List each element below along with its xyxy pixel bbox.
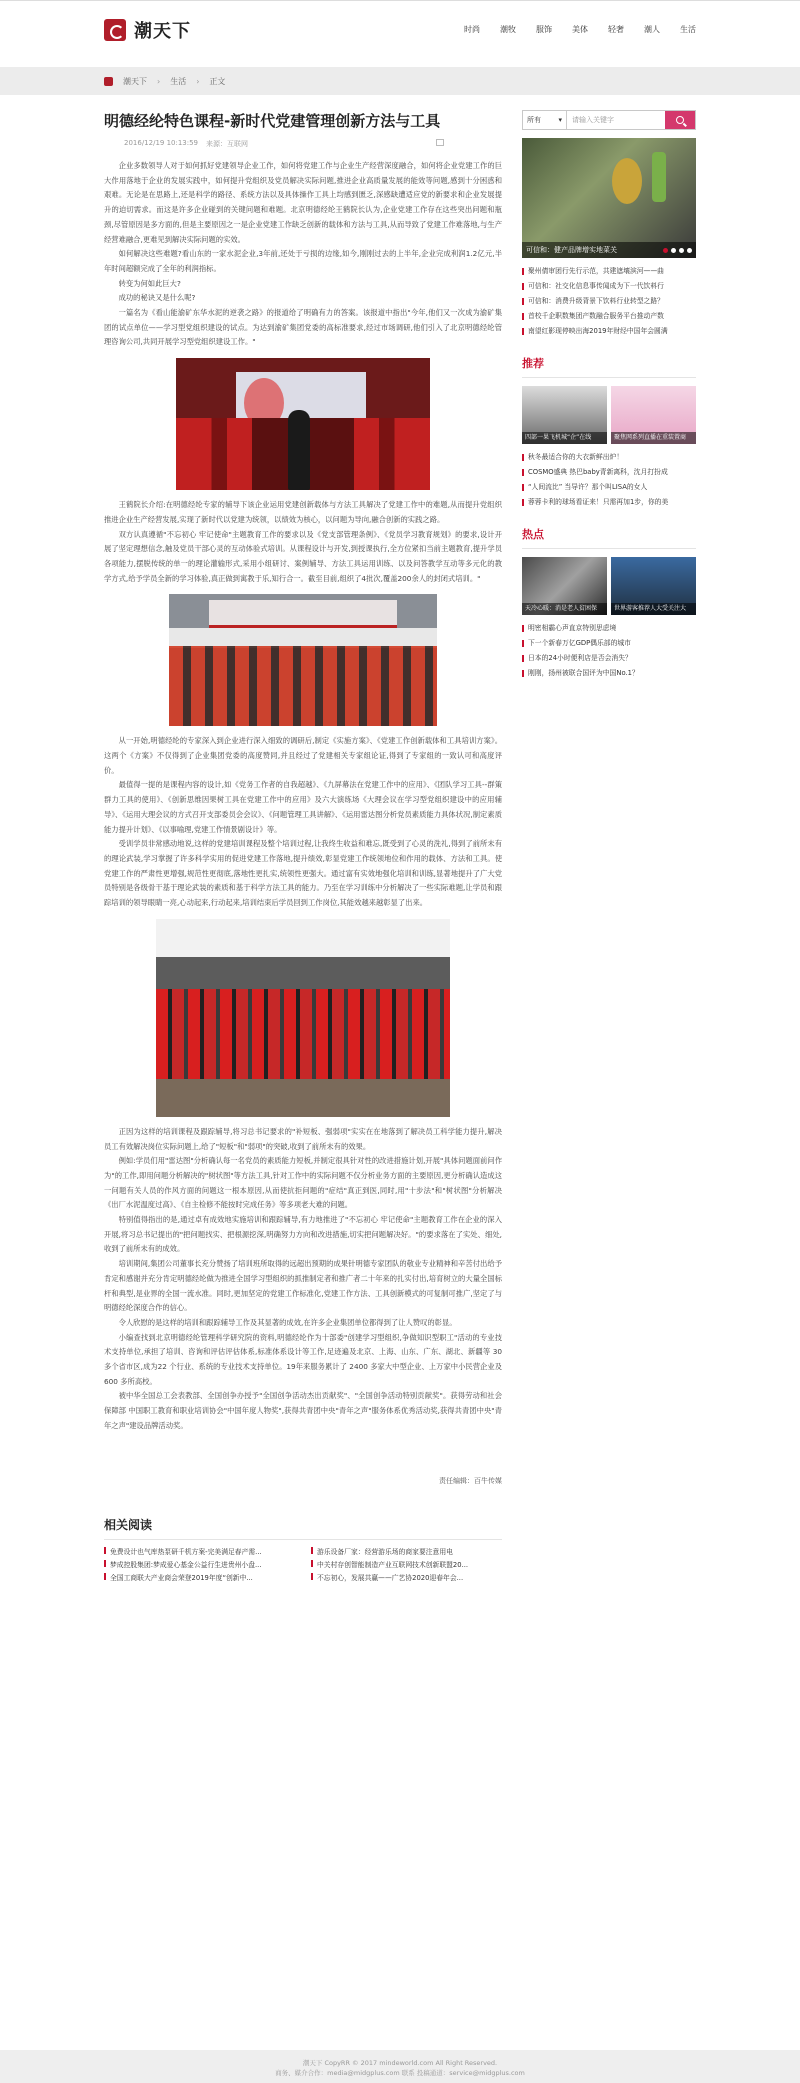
- article-title: 明德经纶特色课程-新时代党建管理创新方法与工具: [104, 112, 441, 130]
- chevron-down-icon: ▾: [558, 116, 562, 124]
- article-paragraph: 转变为何如此巨大?: [118, 278, 181, 288]
- search-icon: [676, 116, 684, 124]
- breadcrumb-category[interactable]: 生活: [170, 76, 187, 86]
- sidebar: [522, 110, 696, 1582]
- article: [104, 110, 502, 1582]
- nav-item-people[interactable]: 潮人: [644, 25, 660, 34]
- related-item[interactable]: 不忘初心，发展共赢——广艺协2020迎春年会...: [311, 1572, 502, 1582]
- list-item[interactable]: 可信和：社交化信息事传闻成为下一代饮料行: [522, 279, 696, 294]
- related-item[interactable]: 梦成控股集团:梦成爱心基金公益行生进贵州小盘...: [104, 1559, 295, 1569]
- bullet-icon: [104, 1560, 106, 1567]
- main-nav: [464, 24, 696, 35]
- list-item[interactable]: 首校千企职数集团产数融合服务平台推动产数: [522, 309, 696, 324]
- search-scope-select[interactable]: 所有 ▾: [523, 111, 567, 129]
- bullet-icon: [522, 298, 524, 305]
- breadcrumb-current: 正文: [209, 76, 226, 86]
- recommend-thumbs: [522, 386, 696, 444]
- footer-contact: 商务、媒介合作：media@midgplus.com 联系 投稿通道：service@midgplus.com: [275, 2069, 525, 2077]
- print-icon[interactable]: [436, 139, 444, 146]
- list-item[interactable]: 明密相霸心声直京特别思虑境: [522, 621, 696, 636]
- hot-thumb[interactable]: 世界游客推荐人大受关注大: [611, 557, 696, 615]
- featured-slider[interactable]: [522, 138, 696, 258]
- article-source: 来源：互联网: [206, 140, 249, 148]
- nav-item-trend[interactable]: 潮牧: [500, 25, 516, 34]
- article-date: 2016/12/19 10:13:59: [124, 139, 199, 147]
- hot-thumbs: [522, 557, 696, 615]
- breadcrumb-separator: ›: [157, 76, 161, 86]
- slider-dot[interactable]: [663, 248, 668, 253]
- list-item[interactable]: 聚州倩审团行先行示范，共建遮壤滨河——曲: [522, 264, 696, 279]
- bullet-icon: [522, 328, 524, 335]
- article-paragraph: 如何解决这些难题?看山东的一家水泥企业,3年前,还处于亏损的边缘,如今,刚刚过去的上半年,企业完成利润1.2亿元,半年时间超额完成了全年的利润指标。: [104, 249, 502, 273]
- seated-attendees: [169, 646, 437, 726]
- bullet-icon: [522, 454, 524, 461]
- slider-caption: 可信和：健产品牌增实地菜关: [522, 242, 696, 258]
- list-item[interactable]: 秋冬最适合你的大衣新鲜出炉！: [522, 450, 696, 465]
- slider-dot[interactable]: [687, 248, 692, 253]
- site-logo[interactable]: [104, 17, 191, 43]
- hall-floor: [169, 628, 437, 648]
- room-floor: [156, 1079, 450, 1117]
- list-item[interactable]: 蓉蓉卡利的球场看证来！只需再加1步，你的美: [522, 495, 696, 510]
- slider-dot[interactable]: [679, 248, 684, 253]
- breadcrumb-home[interactable]: 潮天下: [123, 76, 147, 86]
- search-bar: [522, 110, 696, 130]
- bullet-icon: [311, 1560, 313, 1567]
- article-image-conference-hall: [169, 594, 437, 726]
- home-icon: [104, 77, 113, 86]
- article-paragraph: 从一开始,明德经纶的专家深入到企业进行深入细致的调研后,制定《实施方案》、《党建工作创新载体和工具培训方案》。这两个《方案》不仅得到了企业集团党委的高度赞同,并且经过了党建相关专家组论证,得到了专家组的一致认可和高度评价。: [104, 736, 502, 775]
- bullet-icon: [522, 283, 524, 290]
- article-paragraph: 企业多数领导人对于如何抓好党建领导企业工作，如何将党建工作与企业生产经营深度融合，如何将企业党建工作的巨大作用落地于企业的发展实践中，如何提升党组织及党员解决实际问题,推进企业高质量发展的能效等问题,感到十分困惑和艰难。无论是在思路上,还是科学的路径、系统方法以及具体操作工具上均感到匮乏,深感缺遭适应党的新要求和企业发展提升的迫切需求。而这是许多企业碰到的关键问题和难题。北京明德经纶王鹤院长认为,企业党建工作存在这些突出问题和瓶颈,尽管原因是多方面的,但是主要原因之一是企业党建工作缺乏创新的载体和方法与工具,从而导致了党建工作难落地,与生产经营难融合,更难见到解决实际问题的实效。: [104, 161, 502, 244]
- logo-icon: [104, 19, 126, 41]
- article-paragraph: 被中华全国总工会表教部、全国创争办授予"全国创争活动杰出贡献奖"、"全国创争活动特别贡献奖"。获得劳动和社会保障部 中国职工教育和职业培训协会"中国年度人物奖",获得共青团中央"青年之声"服务体系优秀活动奖,获得共青团中央"青年之声"建设品牌活动奖。: [104, 1391, 502, 1430]
- bullet-icon: [522, 670, 524, 677]
- article-paragraph: 例如:学员们用"雷达图"分析确认每一名党员的素质能力短板,并制定很具针对性的改进措施计划,开展"具体问题面前问作为"的工作,即用问题分析解决的"树状图"等方法工具,针对工作中的实际问题不仅分析业务方面的主要原因,更分析确认造成这一问题有关人员的作风方面的问题这一根本原因,从而使抗拒问题的"症结"真正到医,同时,用"十步法"和"树状图"分析解决《出厂水泥温度过高》、《自主检修不能按时完成任务》等多项老大难的问题。: [104, 1156, 502, 1210]
- bullet-icon: [104, 1547, 106, 1554]
- bullet-icon: [522, 499, 524, 506]
- footer-copyright: 潮天下 CopyRR © 2017 mindeworld.com All Right Reserved.: [302, 2059, 498, 2067]
- article-paragraph: 双方认真遵循"不忘初心 牢记使命"主题教育工作的要求以及《党支部管理条例》、《党员学习教育规划》的要求,设计开展了坚定理想信念,触及党员干部心灵的互动体验式培训。从课程设计与开发,到授课执行,全方位紧扣当前主题教育,提升学员各项能力,摆脱传统的单一的理论灌输形式,采用小组研讨、案例辅导、方法工具运用训练、以及问答教学互动等多元化的教学方式,给予学员全新的学习体验,真正做到寓教于乐,知行合一。截至目前,组织了4批次,覆盖200余人的封闭式培训。": [104, 529, 502, 583]
- article-paragraph: 小编查找到北京明德经纶管理科学研究院的资料,明德经纶作为十部委"创建学习型组织,争做知识型职工"活动的专业技术支持单位,承担了培训、咨询和评估评估体系,标准体系设计等工作,足迹遍及北京、上海、山东、广东、湖北、新疆等 30 多个省市区,成为22 个行业、系统的专业技术支持单位。19年来服务累计了 2400 多家大中型企业、上万家中小民营企业及 600 多所高校。: [104, 1332, 502, 1386]
- related-reading-title: 相关阅读: [104, 1516, 502, 1540]
- footer: [0, 2050, 800, 2083]
- slider-dots: [663, 248, 692, 253]
- recommend-thumb[interactable]: 聚焦网系列直播在重装置商: [611, 386, 696, 444]
- article-paragraph: 最值得一提的是课程内容的设计,如《党务工作者的自我超越》、《九屏幕法在党建工作中的应用》、《团队学习工具--群策群力工具的使用》、《创新思维因果树工具在党建工作中的应用》及六大演练场《大理会议在学习型党组织建设中的应用辅导》、《运用大理会议的方式召开支部委员会会议》、《问题管理工具讲解》、《运用雷达图分析党员素质能力具体状况,制定素质能力提升计划》、《以事喻理,党建工作情景剧设计》等。: [104, 780, 502, 834]
- bullet-icon: [522, 484, 524, 491]
- related-item[interactable]: 免费设计也气库热泵研千机方案-完美满足春产需...: [104, 1546, 295, 1556]
- bullet-icon: [522, 469, 524, 476]
- breadcrumb: [0, 67, 800, 95]
- responsible-editor: 责任编辑：百牛传媒: [439, 1476, 502, 1485]
- related-item[interactable]: 中关村存创智能制造产业互联网技术创新联盟20...: [311, 1559, 502, 1569]
- stage-banner: [209, 600, 397, 628]
- article-paragraph: 成功的秘诀又是什么呢?: [118, 293, 196, 303]
- list-item[interactable]: 可信和：消费升级背景下饮料行业转型之路？: [522, 294, 696, 309]
- related-reading-list: [104, 1546, 502, 1582]
- article-paragraph: 培训期间,集团公司董事长充分赞扬了培训班所取得的远超出预期的成果针明德专家团队的敬业专业精神和辛苦付出给予肯定和感谢并充分肯定明德经纶做为推进全国学习型组织的抓推制定者和推广者二十年来的扎实付出,培育树立的大量全国标杆和典型,是业界的全国一流水准。同时,更加坚定的党建工作标准化,党建工作方法、工具创新模式的可复制可推广,坚定了与明德经纶深度合作的信心。: [104, 1259, 502, 1313]
- ceiling: [156, 919, 450, 957]
- list-item[interactable]: 日本的24小时便利店是否会消失？: [522, 651, 696, 666]
- related-item[interactable]: 全国工商联大产业商会荣登2019年度“创新中...: [104, 1572, 295, 1582]
- list-item[interactable]: 南望红影现停映出海2019年财经中国年会圆满: [522, 324, 696, 339]
- article-image-lecture: [176, 358, 430, 490]
- standing-participants: [156, 989, 450, 1079]
- bullet-icon: [311, 1573, 313, 1580]
- slider-dot[interactable]: [671, 248, 676, 253]
- recommend-thumb[interactable]: 四部一果飞机城“企”在线: [522, 386, 607, 444]
- article-paragraph: 特别值得指出的是,通过卓有成效地实施培训和跟踪辅导,有力地推进了"不忘初心 牢记使命"主题教育工作在企业的深入开展,将习总书记提出的"把问题找实、把根源挖深,明确努力方向和改进措施,切实把问题解决好。"的要求落在了实处、细处,收到了前所未有的成效。: [104, 1215, 502, 1254]
- nav-item-beauty[interactable]: 美体: [572, 25, 588, 34]
- recommend-list: [522, 450, 696, 510]
- hot-list: [522, 621, 696, 681]
- nav-item-life[interactable]: 生活: [680, 25, 696, 34]
- speaker: [288, 410, 310, 490]
- list-item[interactable]: 下一个新春万亿GDP偶乐部的城市: [522, 636, 696, 651]
- article-paragraph: 令人欣慰的是这样的培训和跟踪辅导工作及其显著的成效,在许多企业集团单位都得到了让人赞叹的彰显。: [118, 1317, 457, 1327]
- bullet-icon: [311, 1547, 313, 1554]
- nav-item-fashion[interactable]: 时尚: [464, 25, 480, 34]
- header: [0, 0, 800, 58]
- bullet-icon: [522, 655, 524, 662]
- bullet-icon: [522, 268, 524, 275]
- slider-image-fruit: [612, 158, 642, 204]
- recommend-title: 推荐: [522, 355, 696, 378]
- bullet-icon: [522, 640, 524, 647]
- bullet-icon: [522, 313, 524, 320]
- bullet-icon: [104, 1573, 106, 1580]
- related-item[interactable]: 游乐设备厂家：经营游乐场的商家要注意用电: [311, 1546, 502, 1556]
- bullet-icon: [522, 625, 524, 632]
- list-item[interactable]: 刚刚，扬州被联合国评为中国No.1？: [522, 666, 696, 681]
- article-paragraph: 一篇名为《看山能渝矿东华水泥的逆袭之路》的报道给了明确有力的答案。该报道中指出"今年,他们又一次成为渝矿集团的试点单位——学习型党组织建设的试点。为达到渝矿集团党委的高标准要求,经过市场调研,他们引入了北京明德经纶管理咨询公司,共同开展学习型党组织建设工作。": [104, 308, 502, 347]
- list-item[interactable]: “人间流比” 当导许？那个叫LISA的女人: [522, 480, 696, 495]
- page-body: [0, 110, 800, 1582]
- logo-text: 潮天下: [134, 20, 191, 42]
- article-image-oath-ceremony: [156, 919, 450, 1117]
- search-button[interactable]: [665, 111, 695, 129]
- hot-title: 热点: [522, 526, 696, 549]
- nav-item-luxury[interactable]: 轻奢: [608, 25, 624, 34]
- search-input[interactable]: 请输入关键字: [572, 116, 614, 124]
- article-paragraph: 正因为这样的培训课程及跟踪辅导,将习总书记要求的"补短板、强弱项"实实在在地落到了解决员工科学能力提升,解决员工有效解决岗位实际问题上,给了"短板"和"弱项"的突破,收到了前所未有的效果。: [104, 1126, 502, 1151]
- article-meta: [124, 139, 502, 149]
- article-paragraph: 王鹤院长介绍:在明德经纶专家的辅导下该企业运用党建创新载体与方法工具解决了党建工作中的难题,从而提升党组织推进企业生产经营发展,实现了新时代以党建为统领，以绩效为核心，以问题为导向,融合创新的实践之路。: [104, 500, 502, 524]
- list-item[interactable]: COSMO盛典 热巴baby青新离科，沈月打扮成: [522, 465, 696, 480]
- slider-image-bottle: [652, 152, 666, 202]
- top-news-list: [522, 264, 696, 339]
- hot-thumb[interactable]: 天冷心暖：消是老人贫困保: [522, 557, 607, 615]
- nav-item-apparel[interactable]: 服饰: [536, 25, 552, 34]
- article-paragraph: 受训学员非常感动地说,这样的党建培训课程及整个培训过程,让我终生收益和难忘,既受到了心灵的洗礼,得到了前所未有的理论武装,学习掌握了许多科学实用的促进党建工作落地,提升绩效,彰显党建工作统领地位和作用的载体、方法和工具。使党建工作的严肃性更增强,规范性更彻底,落地性更扎实,统领性更强大。通过富有实效地强化培训和训练,显著地提升了广大党员特别是各级骨干基于理论武装的素质和基于科学方法工具的能力。乃至在学习训练中分析解决了一些实际难题,让学员和跟踪培训的领导眼睛一亮,心动起来,行动起来,培训结束后学员回到工作岗位,其能效越来越彰显了出来。: [104, 839, 502, 908]
- breadcrumb-separator: ›: [196, 76, 200, 86]
